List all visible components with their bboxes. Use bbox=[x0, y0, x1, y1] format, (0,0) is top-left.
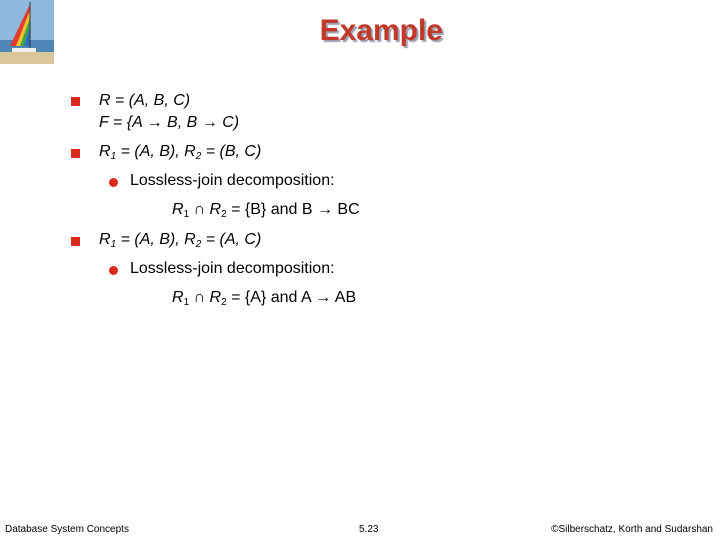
slide-title: Example bbox=[319, 14, 443, 47]
square-bullet bbox=[71, 237, 80, 246]
relation-schema: R = (A, B, C) bbox=[99, 92, 191, 109]
square-bullet bbox=[71, 149, 80, 158]
footer-course: Database System Concepts bbox=[5, 524, 129, 535]
decomposition-1: $R_1 = (A$, B), $R_2 = (B$, C) bbox=[99, 143, 262, 162]
lossless-condition-2: $R_1$ ∩ $R_2 = \{A\}$ and A → AB bbox=[172, 289, 357, 308]
lossless-condition-1: $R_1$ ∩ $R_2 = \{B\}$ and B → BC bbox=[172, 201, 360, 220]
functional-dependencies: F = {A → B, B → C) bbox=[99, 114, 240, 131]
footer-page-number: 5.23 bbox=[359, 524, 379, 535]
lossless-join-label-1: Lossless-join decomposition: bbox=[130, 172, 335, 189]
intersection-icon: ∩ bbox=[193, 201, 206, 218]
intersection-icon: ∩ bbox=[193, 289, 206, 306]
footer-copyright: ©Silberschatz, Korth and Sudarshan bbox=[551, 524, 713, 535]
square-bullet bbox=[71, 97, 80, 106]
lossless-join-label-2: Lossless-join decomposition: bbox=[130, 260, 335, 277]
circle-bullet bbox=[109, 178, 118, 187]
circle-bullet bbox=[109, 266, 118, 275]
arrow-icon: → bbox=[315, 289, 332, 306]
decomposition-2: $R_1 = (A$, B), $R_2 = (A$, C) bbox=[99, 231, 262, 250]
arrow-icon: → bbox=[201, 114, 218, 131]
arrow-icon: → bbox=[316, 201, 333, 218]
arrow-icon: → bbox=[146, 114, 163, 131]
